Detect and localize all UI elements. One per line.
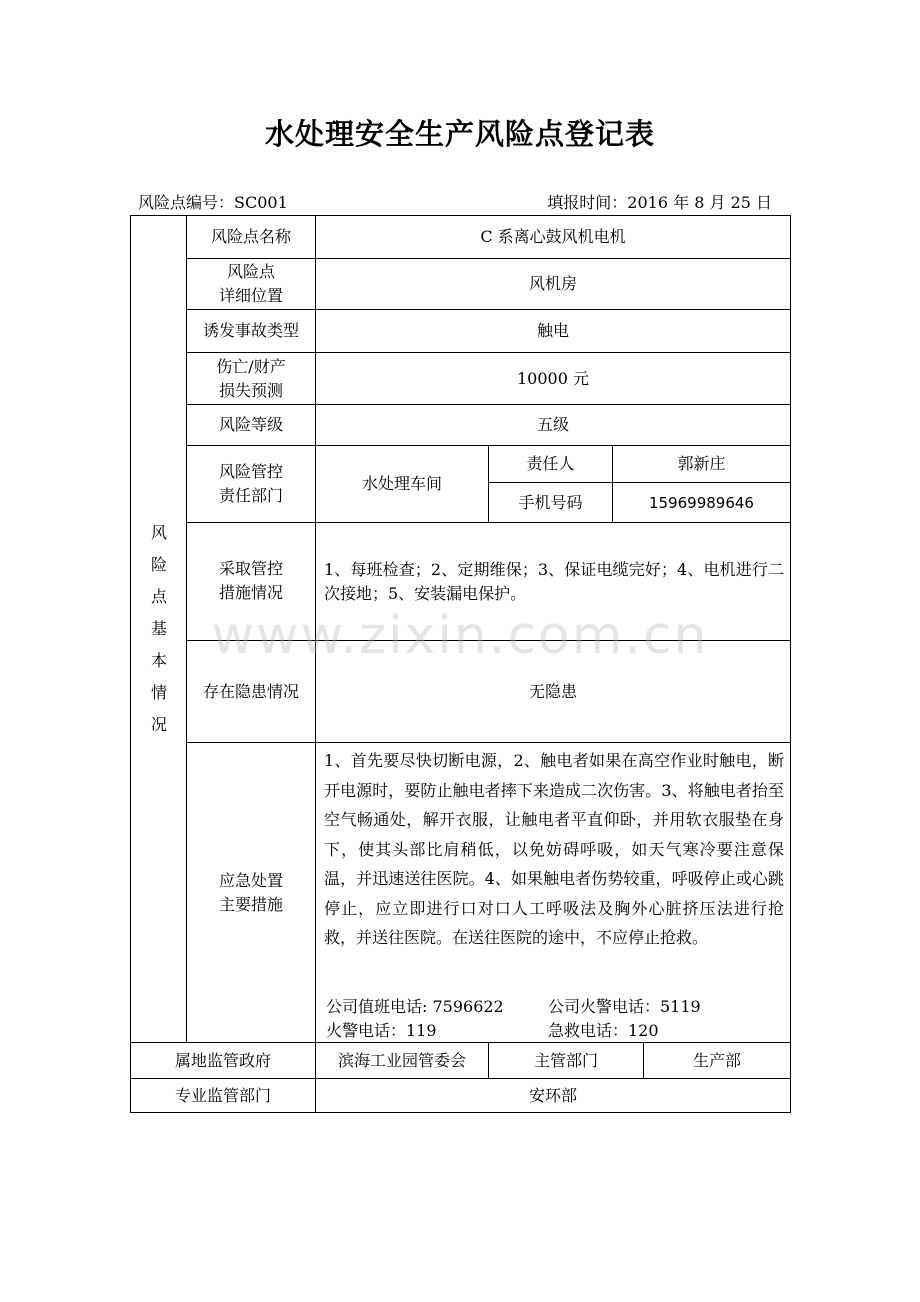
- location-label: 风险点 详细位置: [218, 262, 283, 305]
- hazard-value: 无隐患: [528, 681, 577, 701]
- phone-label: 手机号码: [518, 492, 583, 512]
- report-date: 填报时间：2016 年 8 月 25 日: [547, 193, 772, 212]
- responsible-label: 责任人: [526, 454, 575, 473]
- hazard-label: 存在隐患情况: [202, 681, 299, 701]
- location-value: 风机房: [528, 274, 577, 293]
- gov-value: 滨海工业园管委会: [337, 1050, 466, 1070]
- special-dept-label: 专业监管部门: [174, 1085, 271, 1105]
- phone-value: 15969989646: [649, 493, 754, 512]
- dept-label: 风险管控 责任部门: [218, 462, 283, 505]
- risk-name-label: 风险点名称: [210, 227, 291, 246]
- supervisor-dept-value: 生产部: [692, 1050, 741, 1070]
- responsible-value: 郭新庄: [677, 454, 726, 473]
- emergency-label: 应急处置 主要措施: [218, 870, 283, 914]
- duty-phone: 公司值班电话: 7596622: [326, 997, 504, 1016]
- loss-value: 10000 元: [517, 368, 589, 388]
- accident-type-label: 诱发事故类型: [202, 321, 299, 340]
- special-dept-value: 安环部: [528, 1085, 577, 1105]
- ambulance-phone: 急救电话：120: [548, 1021, 659, 1040]
- risk-level-value: 五级: [536, 415, 569, 434]
- measures-value: 1、每班检查；2、定期维保；3、保证电缆完好；4、电机进行二次接地；5、安装漏电保护。: [324, 560, 784, 603]
- fire-phone: 火警电话：119: [326, 1021, 437, 1040]
- risk-code: 风险点编号：SC001: [138, 193, 288, 212]
- gov-label: 属地监管政府: [174, 1050, 271, 1070]
- section-label-basic-info: 风 险 点 基 本 情 况: [150, 523, 167, 734]
- risk-name-value: C 系离心鼓风机电机: [480, 227, 626, 246]
- emergency-value: 1、首先要尽快切断电源，2、触电者如果在高空作业时触电，断开电源时，要防止触电者摔下来造成二次伤害。3、将触电者抬至空气畅通处，解开衣服，让触电者平直仰卧，并用软衣服垫在身下，使其头部比肩稍低，以免妨碍呼吸，如天气寒冷要注意保温，并迅速送往医院。4、如果触电者伤势较重，呼吸停止或心跳停止，应立即进行口对口人工呼吸法及胸外心脏挤压法进行抢救，并送往医院。在送往医院的途中，不应停止抢救。: [324, 751, 784, 947]
- risk-level-label: 风险等级: [218, 415, 283, 434]
- loss-label: 伤亡/财产 损失预测: [216, 356, 286, 400]
- page-title: 水处理安全生产风险点登记表: [264, 117, 655, 151]
- company-fire-phone: 公司火警电话：5119: [548, 997, 701, 1016]
- dept-value: 水处理车间: [361, 474, 442, 493]
- supervisor-dept-label: 主管部门: [533, 1050, 598, 1070]
- accident-type-value: 触电: [536, 321, 569, 340]
- watermark: www.zixin.com.cn: [211, 606, 709, 666]
- measures-label: 采取管控 措施情况: [218, 559, 283, 602]
